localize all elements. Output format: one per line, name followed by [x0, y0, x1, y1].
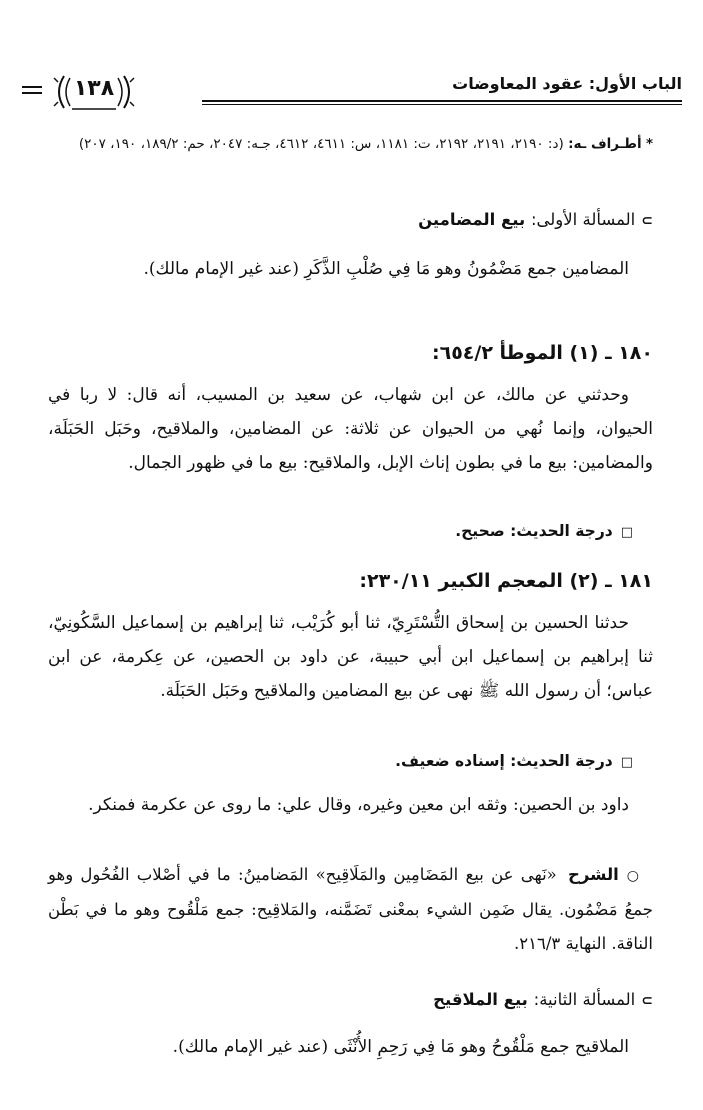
hadith-180-grade [28, 522, 633, 540]
explanation-circle-icon: ○ [624, 868, 641, 884]
grade-box-icon: □ [620, 755, 633, 770]
issue-1-label: المسألة الأولى: [530, 210, 636, 229]
issue-1-heading [48, 210, 653, 229]
narrator-comment-text: داود بن الحصين: وثقه ابن معين وغيره، وقال علي: ما روى عن عكرمة فمنكر. [88, 795, 629, 815]
hadith-180-body [48, 378, 653, 480]
explanation [48, 858, 653, 961]
page-header [22, 66, 682, 126]
hadith-181-heading: ١٨١ ـ (٢) المعجم الكبير ٢٣٠/١١: [359, 570, 653, 592]
footnote-text: (د: ٢١٩٠، ٢١٩١، ٢١٩٢، ت: ١١٨١، س: ٤٦١١، ٤٦١٢، جـه: ٢٠٤٧، حم: ١٨٩/٢، ١٩٠، ٢٠٧) [78, 136, 564, 152]
hadith-181-grade-text: درجة الحديث: إسناده ضعيف. [395, 752, 613, 770]
issue-2-label: المسألة الثانية: [533, 990, 636, 1009]
footnote-marker: * [645, 136, 653, 152]
running-title: الباب الأول: عقود المعاوضات [452, 74, 682, 93]
issue-1-title: بيع المضامين [418, 210, 526, 229]
hadith-181-text: حدثنا الحسين بن إسحاق التُّسْتَرِيّ، ثنا أبو كُرَيْب، ثنا إبراهيم بن إسماعيل السَّكُونِيّ، ثنا إبراهيم بن إسماعيل ابن أبي حبيبة، عن داود بن الحصين، عن عِكرمة، عن ابن عباس؛ أن رسول الله ﷺ نهى عن بيع المضامين والملاقيح وحَبَل الحَبَلَة. [48, 613, 653, 701]
footnote [48, 130, 653, 159]
issue-1-body [48, 252, 653, 286]
issue-2-title: بيع الملاقيح [433, 990, 528, 1009]
narrator-comment [48, 788, 653, 822]
grade-box-icon: □ [620, 525, 633, 540]
explanation-label: الشرح [568, 865, 619, 884]
page-number: ١٣٨ [73, 76, 115, 101]
hadith-181-grade [28, 752, 633, 770]
issue-1-symbol: ⊃ [641, 213, 653, 229]
issue-2-symbol: ⊃ [641, 993, 653, 1009]
header-rule [202, 100, 682, 102]
issue-1-text: المضامين جمع مَضْمُونُ وهو مَا فِي صُلْبِ الذَّكَرِ (عند غير الإمام مالك). [143, 259, 629, 279]
hadith-181-body [48, 606, 653, 708]
issue-2-body [48, 1030, 653, 1064]
hadith-180-heading: ١٨٠ ـ (١) الموطأ ٦٥٤/٢: [431, 342, 653, 364]
hadith-180-grade-text: درجة الحديث: صحيح. [455, 522, 613, 540]
footnote-label: أطـراف ـه: [568, 136, 642, 152]
hadith-180-text: وحدثني عن مالك، عن ابن شهاب، عن سعيد بن المسيب، أنه قال: لا ربا في الحيوان، وإنما نُهي من الحيوان عن ثلاثة: عن المضامين، والملاقيح، وحَبَل الحَبَلَة، والمضامين: بيع ما في بطون إناث الإبل، والملاقيح: بيع ما في ظهور الجمال. [48, 385, 653, 473]
header-rule-thin [202, 104, 682, 105]
page-number-ornament [50, 72, 138, 112]
explanation-text: «نَهى عن بيع المَضَامِين والمَلَاقِيح» المَضامينُ: ما في أصْلاب الفُحُول وهو جمعُ مَضْمُون. يقال ضَمِن الشيء بمعْنى تَضَمَّنه، والمَلاقِيح: جمع مَلْقُوح وهو ما في بَطْن الناقة. النهاية ٢١٦/٣. [48, 865, 653, 953]
issue-2-heading [48, 990, 653, 1009]
issue-2-text: الملاقيح جمع مَلْقُوحُ وهو مَا فِي رَحِمِ الأُنْثَى (عند غير الإمام مالك). [172, 1037, 629, 1057]
header-dash [22, 86, 42, 98]
